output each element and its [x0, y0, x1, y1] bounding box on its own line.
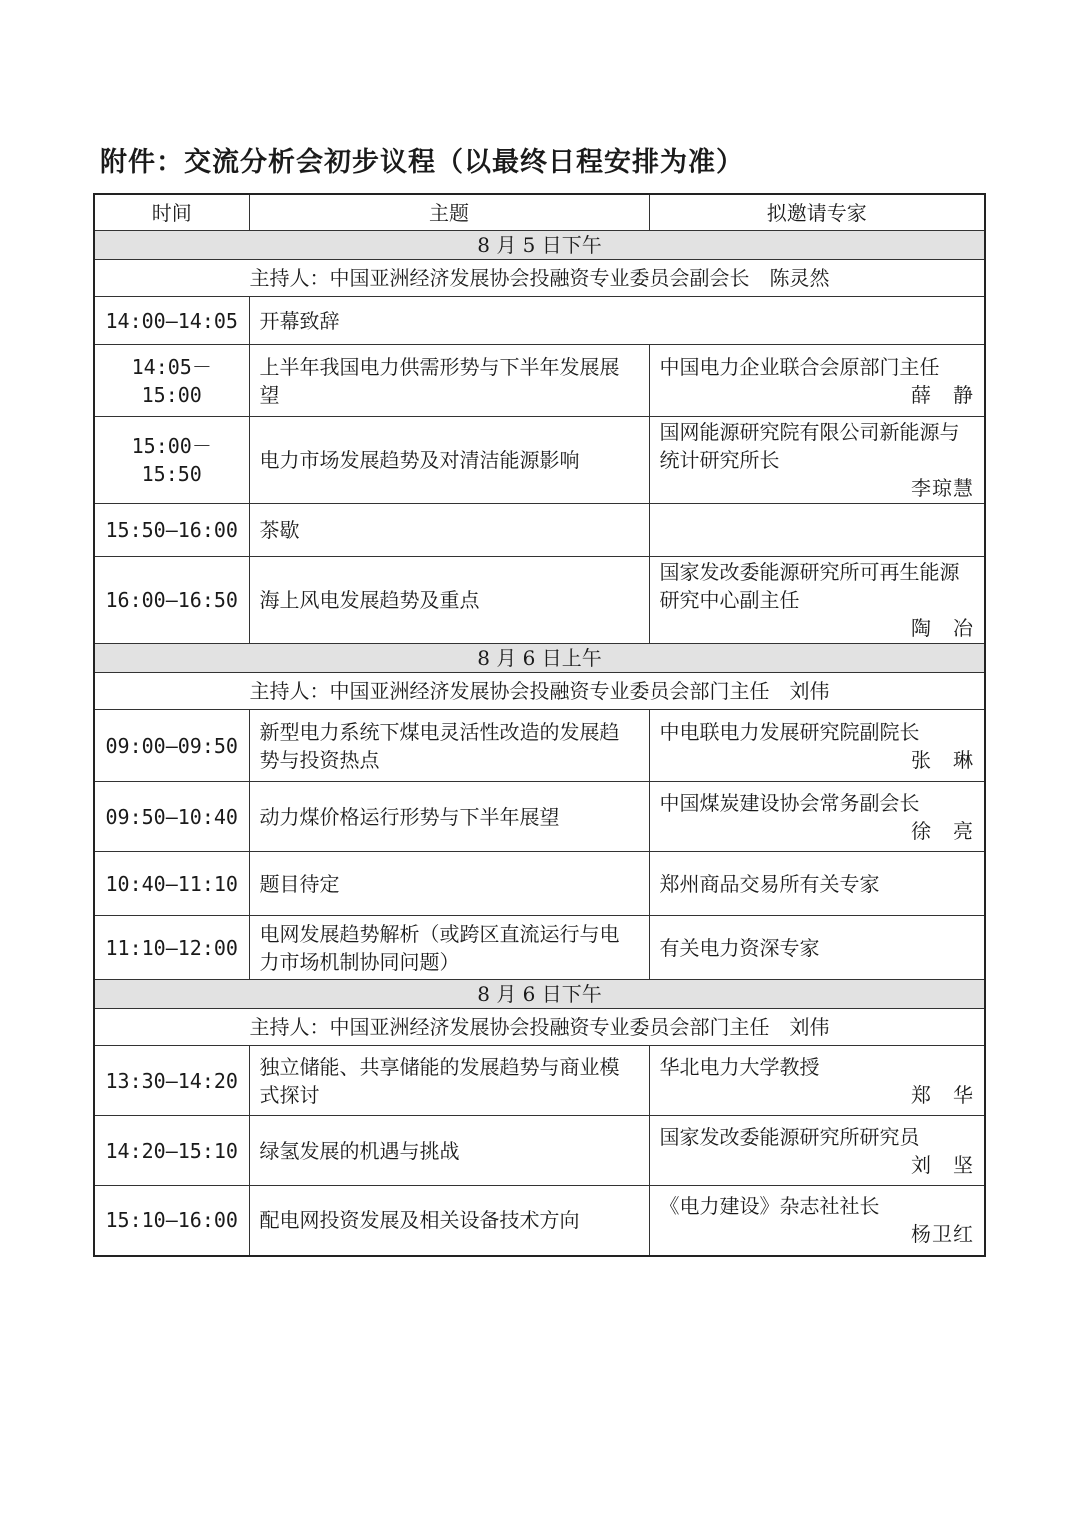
session-topic: 绿氢发展的机遇与挑战	[249, 1116, 649, 1186]
expert-name: 郑 华	[911, 1082, 974, 1107]
header-topic: 主题	[249, 194, 649, 231]
host-label: 主持人：中国亚洲经济发展协会投融资专业委员会部门主任 刘伟	[94, 1009, 985, 1046]
session-expert	[649, 782, 985, 852]
agenda-row	[94, 417, 985, 504]
expert-organization: 国家发改委能源研究所研究员	[659, 1124, 920, 1149]
session-time: 15:00－15:50	[94, 417, 249, 504]
session-time: 14:20—15:10	[94, 1116, 249, 1186]
agenda-row	[94, 710, 985, 782]
session-time: 15:10—16:00	[94, 1186, 249, 1256]
session-expert	[649, 1186, 985, 1256]
session-expert	[649, 345, 985, 417]
expert-name: 张 琳	[911, 747, 974, 772]
day-label: 8 月 6 日下午	[94, 980, 985, 1009]
expert-name: 李琼慧	[911, 476, 974, 500]
page-title: 附件：交流分析会初步议程（以最终日程安排为准）	[100, 147, 744, 178]
expert-organization: 国家发改委能源研究所可再生能源研究中心副主任	[659, 560, 960, 612]
session-topic: 题目待定	[249, 852, 649, 916]
session-expert	[649, 852, 985, 916]
host-row	[94, 673, 985, 710]
session-topic: 配电网投资发展及相关设备技术方向	[249, 1186, 649, 1256]
expert-name: 徐 亮	[911, 818, 974, 843]
session-time: 14:00—14:05	[94, 297, 249, 345]
day-row	[94, 980, 985, 1009]
agenda-row	[94, 557, 985, 644]
agenda-table	[93, 193, 986, 1257]
session-topic: 独立储能、共享储能的发展趋势与商业模式探讨	[249, 1046, 649, 1116]
header-expert: 拟邀请专家	[649, 194, 985, 231]
day-label: 8 月 5 日下午	[94, 231, 985, 260]
session-expert	[649, 557, 985, 644]
expert-organization: 《电力建设》杂志社社长	[659, 1194, 880, 1219]
session-expert	[649, 916, 985, 980]
expert-organization: 郑州商品交易所有关专家	[659, 871, 880, 896]
expert-name: 刘 坚	[911, 1152, 974, 1177]
agenda-row	[94, 916, 985, 980]
expert-organization: 有关电力资深专家	[659, 935, 820, 960]
session-expert	[649, 1046, 985, 1116]
session-topic: 动力煤价格运行形势与下半年展望	[249, 782, 649, 852]
session-expert	[649, 710, 985, 782]
host-label: 主持人：中国亚洲经济发展协会投融资专业委员会部门主任 刘伟	[94, 673, 985, 710]
agenda-row	[94, 504, 985, 557]
session-topic: 上半年我国电力供需形势与下半年发展展望	[249, 345, 649, 417]
session-topic: 电网发展趋势解析（或跨区直流运行与电力市场机制协同问题）	[249, 916, 649, 980]
expert-name: 杨卫红	[911, 1222, 974, 1247]
header-time: 时间	[94, 194, 249, 231]
expert-organization: 中国电力企业联合会原部门主任	[659, 354, 940, 379]
agenda-row	[94, 1116, 985, 1186]
session-topic: 开幕致辞	[249, 297, 985, 345]
agenda-row	[94, 1046, 985, 1116]
session-topic: 新型电力系统下煤电灵活性改造的发展趋势与投资热点	[249, 710, 649, 782]
expert-organization: 华北电力大学教授	[659, 1054, 820, 1079]
host-row	[94, 260, 985, 297]
agenda-row	[94, 782, 985, 852]
header-row	[94, 194, 985, 231]
session-time: 10:40—11:10	[94, 852, 249, 916]
session-time: 14:05－15:00	[94, 345, 249, 417]
day-label: 8 月 6 日上午	[94, 644, 985, 673]
expert-name: 陶 冶	[911, 616, 974, 640]
agenda-row	[94, 1186, 985, 1256]
session-time: 13:30—14:20	[94, 1046, 249, 1116]
session-time: 15:50—16:00	[94, 504, 249, 557]
agenda-row	[94, 345, 985, 417]
expert-organization: 国网能源研究院有限公司新能源与统计研究所长	[659, 420, 960, 472]
day-row	[94, 644, 985, 673]
session-time: 11:10—12:00	[94, 916, 249, 980]
host-row	[94, 1009, 985, 1046]
session-expert	[649, 417, 985, 504]
agenda-row	[94, 297, 985, 345]
expert-organization: 中电联电力发展研究院副院长	[659, 719, 920, 744]
day-row	[94, 231, 985, 260]
session-topic: 海上风电发展趋势及重点	[249, 557, 649, 644]
agenda-row	[94, 852, 985, 916]
session-topic: 茶歇	[249, 504, 649, 557]
session-time: 09:50—10:40	[94, 782, 249, 852]
session-time: 09:00—09:50	[94, 710, 249, 782]
session-expert	[649, 1116, 985, 1186]
session-topic: 电力市场发展趋势及对清洁能源影响	[249, 417, 649, 504]
expert-name: 薛 静	[911, 382, 974, 407]
expert-organization: 中国煤炭建设协会常务副会长	[659, 790, 920, 815]
session-time: 16:00—16:50	[94, 557, 249, 644]
session-expert	[649, 504, 985, 557]
host-label: 主持人：中国亚洲经济发展协会投融资专业委员会副会长 陈灵然	[94, 260, 985, 297]
